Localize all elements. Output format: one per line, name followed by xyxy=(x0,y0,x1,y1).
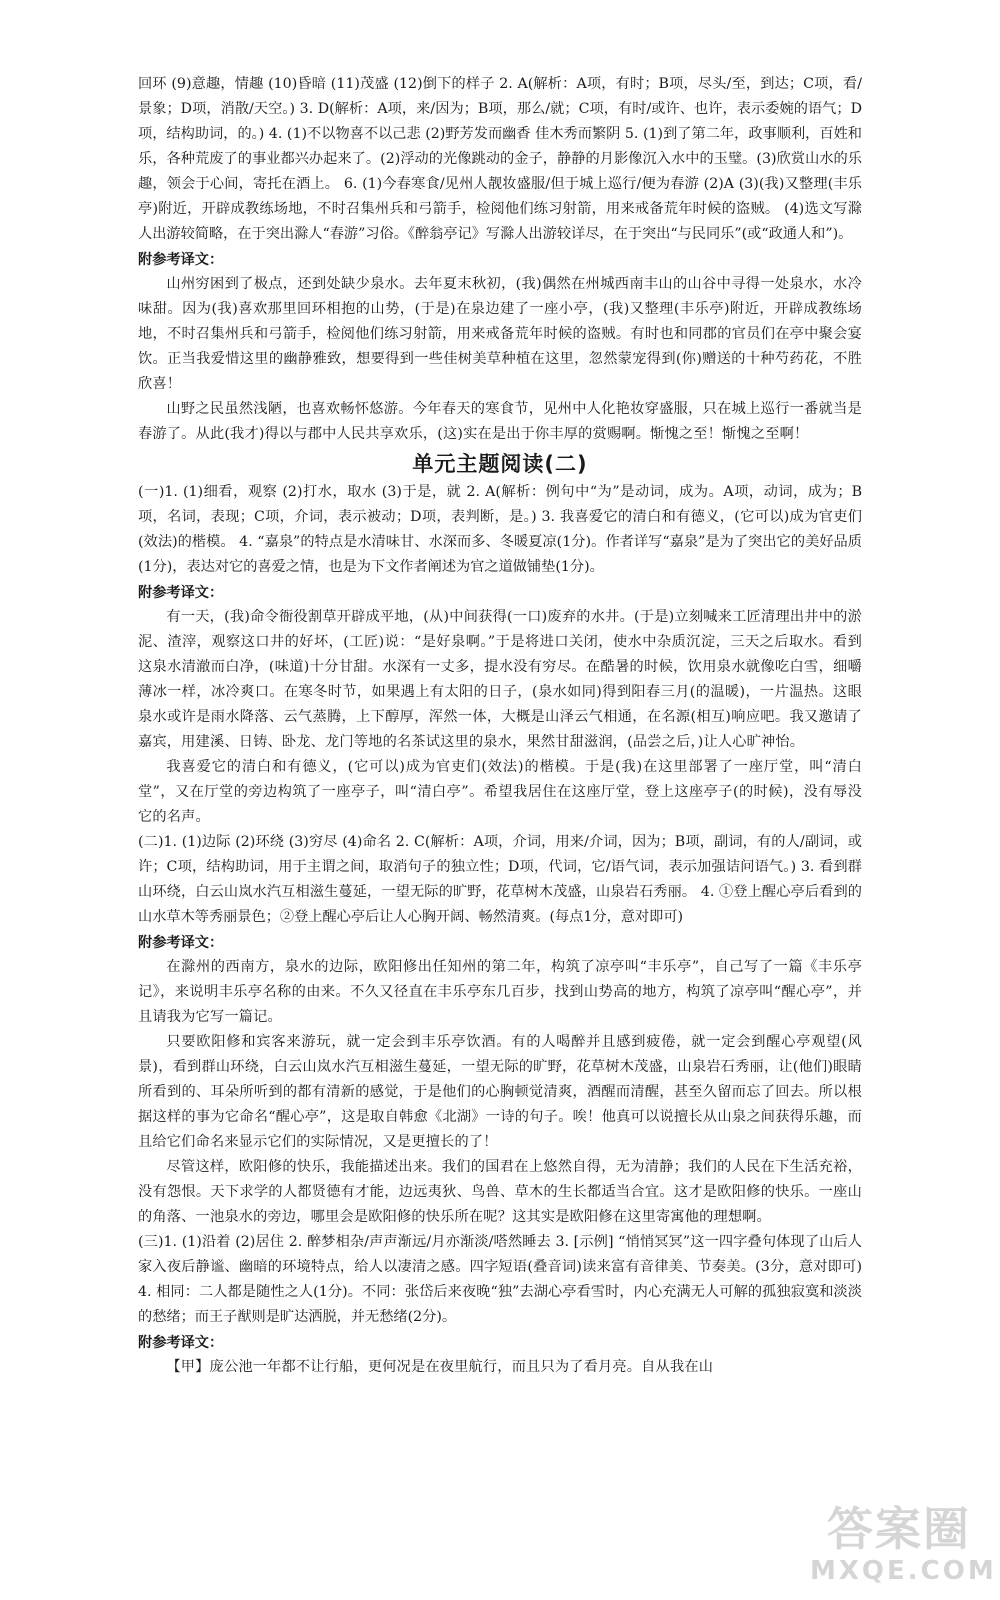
answer-paragraph-continuation: 回环 (9)意趣，情趣 (10)昏暗 (11)茂盛 (12)倒下的样子 2. A(解析：A项，有时；B项，尽头/至，到达；C项，看/景象；D项，消散/天空。) 3. D(解析：A项，来/因为；B项，那么/就；C项，有时/或许、也许，表示委婉的语气；D项，结构助词，的。) 4. (1)不以物喜不以己悲 (2)野芳发而幽香 佳木秀而繁阴 5. (1)到了第二年，政事顺利，百姓和乐，各种荒废了的事业都兴办起来了。(2)浮动的光像跳动的金子，静静的月影像沉入水中的玉璧。(3)欣赏山水的乐趣，领会于心间，寄托在酒上。 6. (1)今春寒食/见州人靓妆盛服/但于城上巡行/便为春游 (2)A (3)(我)又整理(丰乐亭)附近，开辟成教练场地，不时召集州兵和弓箭手，检阅他们练习射箭，用来戒备荒年时候的盗贼。 (4)选文写滁人出游较简略，在于突出滁人“春游”习俗。《醉翁亭记》写滁人出游较详尽，在于突出“与民同乐”(或“政通人和”)。 xyxy=(138,76,862,242)
translation-paragraph: 有一天，(我)命令衙役割草开辟成平地，(从)中间获得(一口)废弃的水井。(于是)立刻喊来工匠清理出井中的淤泥、渣滓，观察这口井的好坏，(工匠)说：“是好泉啊。”于是将进口关闭，使水中杂质沉淀，三天之后取水。看到这泉水清澈而白净，(味道)十分甘甜。水深有一丈多，提水没有穷尽。在酷暑的时候，饮用泉水就像吃白雪，细嚼薄冰一样，冰冷爽口。在寒冬时节，如果遇上有太阳的日子，(泉水如同)得到阳春三月(的温暖)，一片温热。这眼泉水或许是雨水降落、云气蒸腾，上下醇厚，浑然一体，大概是山泽云气相通，在名源(相互)响应吧。我又邀请了嘉宾，用建溪、日铸、卧龙、龙门等地的名茶试这里的泉水，果然甘甜滋润，(品尝之后，)让人心旷神怡。 xyxy=(138,609,862,750)
translation-paragraph: 我喜爱它的清白和有德义，(它可以)成为官吏们(效法)的楷模。于是(我)在这里部署了一座厅堂，叫“清白堂”，又在厅堂的旁边构筑了一座亭子，叫“清白亭”。希望我居住在这座厅堂，登上这座亭子(的时候)，没有辱没它的名声。 xyxy=(138,759,862,825)
page-content xyxy=(138,72,862,1380)
answer-paragraph-part-2: (二)1. (1)边际 (2)环绕 (3)穷尽 (4)命名 2. C(解析：A项，介词，用来/介词，因为；B项，副词，有的人/副词，或许；C项，结构助词，用于主谓之间，取消句子的独立性；D项，代词，它/语气词，表示加强诘问语气。) 3. 看到群山环绕，白云山岚水汽互相滋生蔓延，一望无际的旷野，花草树木茂盛，山泉岩石秀丽。 4. ①登上醒心亭后看到的山水草木等秀丽景色；②登上醒心亭后让人心胸开阔、畅然清爽。(每点1分，意对即可) xyxy=(138,834,862,925)
section-title: 单元主题阅读(二) xyxy=(412,452,588,476)
reference-translation-label: 附参考译文： xyxy=(138,585,224,601)
answer-paragraph-part-3: (三)1. (1)沿着 (2)居住 2. 醉梦相杂/声声渐远/月亦渐淡/嗒然睡去 3. [示例] “悄悄冥冥”这一四字叠句体现了山后人家入夜后静谧、幽暗的环境特点，给人以凄清之感。四字短语(叠音词)读来富有音律美、节奏美。(3分，意对即可) 4. 相同：二人都是随性之人(1分)。不同：张岱后来夜晚“独”去湖心亭看雪时，内心充满无人可解的孤独寂寞和淡淡的愁绪；而王子猷则是旷达洒脱，并无愁绪(2分)。 xyxy=(138,1234,862,1325)
reference-translation-label: 附参考译文： xyxy=(138,1335,224,1351)
answer-paragraph-part-1: (一)1. (1)细看，观察 (2)打水，取水 (3)于是，就 2. A(解析：例句中“为”是动词，成为。A项，动词，成为；B项，名词，表现；C项，介词，表示被动；D项，表判断，是。) 3. 我喜爱它的清白和有德义，(它可以)成为官吏们(效法)的楷模。 4. “嘉泉”的特点是水清味甘、水深而多、冬暖夏凉(1分)。作者详写“嘉泉”是为了突出它的美好品质(1分)，表达对它的喜爱之情，也是为下文作者阐述为官之道做铺垫(1分)。 xyxy=(138,484,862,575)
translation-paragraph: 山野之民虽然浅陋，也喜欢畅怀悠游。今年春天的寒食节，见州中人化艳妆穿盛服，只在城上巡行一番就当是春游了。从此(我才)得以与郡中人民共享欢乐，(这)实在是出于你丰厚的赏赐啊。惭愧之至！惭愧之至啊！ xyxy=(138,401,862,442)
translation-paragraph: 在滁州的西南方，泉水的边际，欧阳修出任知州的第二年，构筑了凉亭叫“丰乐亭”，自己写了一篇《丰乐亭记》，来说明丰乐亭名称的由来。不久又径直在丰乐亭东几百步，找到山势高的地方，构筑了凉亭叫“醒心亭”，并且请我为它写一篇记。 xyxy=(138,959,862,1025)
watermark-logo xyxy=(810,1502,997,1594)
watermark-text: 答案圈 xyxy=(827,1502,971,1556)
translation-paragraph: 【甲】庞公池一年都不让行船，更何况是在夜里航行，而且只为了看月亮。自从我在山 xyxy=(166,1359,714,1375)
translation-paragraph: 只要欧阳修和宾客来游玩，就一定会到丰乐亭饮酒。有的人喝醉并且感到疲倦，就一定会到醒心亭观望(风景)，看到群山环绕，白云山岚水汽互相滋生蔓延，一望无际的旷野，花草树木茂盛，山泉岩石秀丽，让(他们)眼睛所看到的、耳朵所听到的都有清新的感觉，于是他们的心胸顿觉清爽，酒醒而清醒，甚至久留而忘了回去。所以根据这样的事为它命名“醒心亭”，这是取自韩愈《北湖》一诗的句子。唉！他真可以说擅长从山泉之间获得乐趣，而且给它们命名来显示它们的实际情况，又是更擅长的了！ xyxy=(138,1034,862,1150)
watermark-domain: MXQE.COM xyxy=(810,1556,997,1586)
translation-paragraph: 山州穷困到了极点，还到处缺少泉水。去年夏末秋初，(我)偶然在州城西南丰山的山谷中寻得一处泉水，水冷味甜。因为(我)喜欢那里回环相抱的山势，(于是)在泉边建了一座小亭，(我)又整理(丰乐亭)附近，开辟成教练场地，不时召集州兵和弓箭手，检阅他们练习射箭，用来戒备荒年时候的盗贼。有时也和同郡的官员们在亭中聚会宴饮。正当我爱惜这里的幽静雅致，想要得到一些佳树美草种植在这里，忽然蒙宠得到(你)赠送的十种芍药花，不胜欣喜！ xyxy=(138,276,862,392)
reference-translation-label: 附参考译文： xyxy=(138,935,224,951)
reference-translation-label: 附参考译文： xyxy=(138,252,224,268)
translation-paragraph: 尽管这样，欧阳修的快乐，我能描述出来。我们的国君在上悠然自得，无为清静；我们的人民在下生活充裕，没有怨恨。天下求学的人都贤德有才能，边远夷狄、鸟兽、草木的生长都适当合宜。这才是欧阳修的快乐。一座山的角落、一池泉水的旁边，哪里会是欧阳修的快乐所在呢？这其实是欧阳修在这里寄寓他的理想啊。 xyxy=(138,1159,862,1225)
